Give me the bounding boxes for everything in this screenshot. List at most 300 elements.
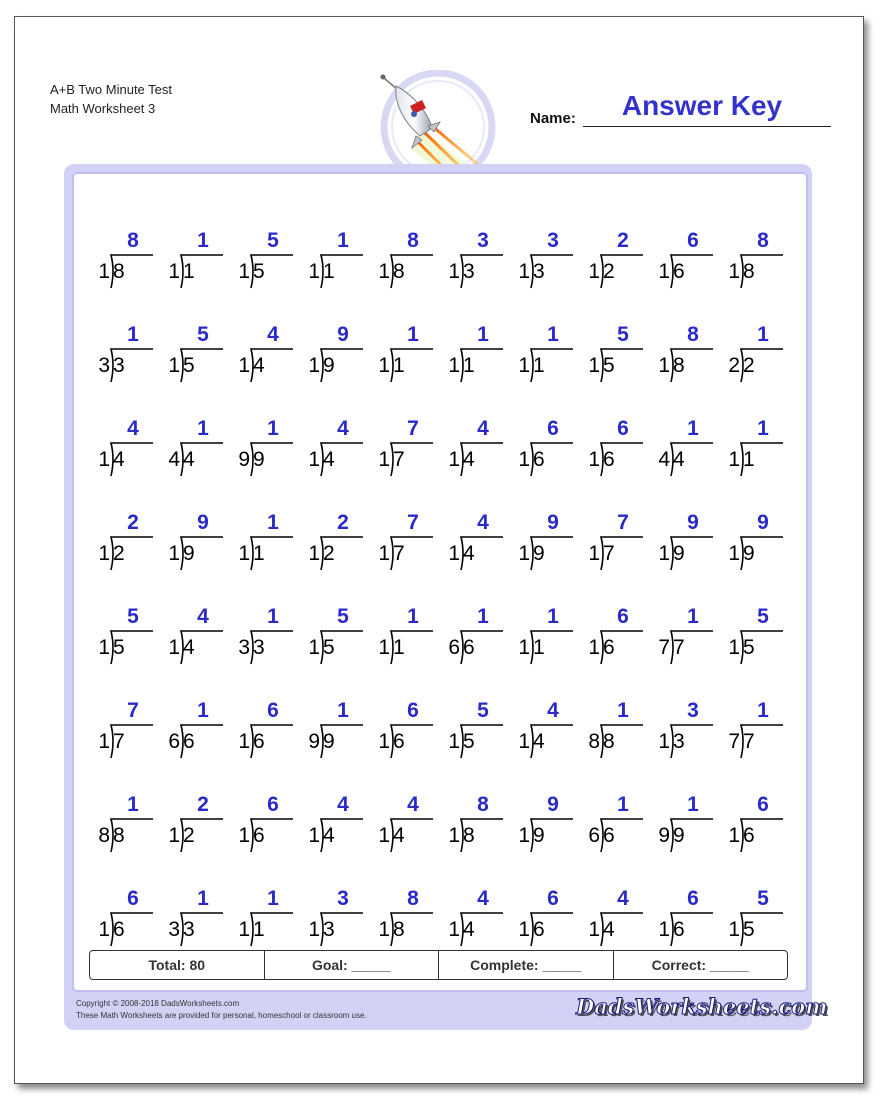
- division-problem: [294, 322, 364, 392]
- dividend: 5: [743, 636, 755, 659]
- division-problem: [714, 510, 784, 580]
- divisor: 1: [588, 448, 600, 471]
- division-problem: [574, 416, 644, 486]
- dividend: 6: [603, 636, 615, 659]
- dividend: 6: [393, 730, 405, 753]
- dividend: 9: [323, 354, 335, 377]
- dividend: 4: [393, 824, 405, 847]
- dividend: 8: [113, 824, 125, 847]
- quotient-answer: 2: [617, 229, 629, 252]
- divisor: 1: [658, 354, 670, 377]
- division-problem: [154, 416, 224, 486]
- dividend: 6: [253, 824, 265, 847]
- quotient-answer: 7: [407, 417, 419, 440]
- division-problem: [224, 416, 294, 486]
- dividend: 5: [183, 354, 195, 377]
- dividend: 4: [323, 448, 335, 471]
- division-problem: [714, 604, 784, 674]
- divisor: 1: [168, 824, 180, 847]
- divisor: 1: [518, 448, 530, 471]
- dividend: 9: [183, 542, 195, 565]
- dividend: 6: [603, 824, 615, 847]
- quotient-answer: 1: [477, 323, 489, 346]
- division-problem: [224, 886, 294, 956]
- dividend: 3: [463, 260, 475, 283]
- divisor: 9: [658, 824, 670, 847]
- divisor: 4: [168, 448, 180, 471]
- division-problem: [574, 792, 644, 862]
- divisor: 1: [518, 918, 530, 941]
- divisor: 1: [518, 542, 530, 565]
- division-problem: [294, 698, 364, 768]
- divisor: 1: [448, 730, 460, 753]
- dividend: 8: [463, 824, 475, 847]
- dividend: 6: [463, 636, 475, 659]
- quotient-answer: 6: [687, 229, 699, 252]
- answer-key-text: Answer Key: [621, 90, 783, 121]
- division-problem: [154, 886, 224, 956]
- dividend: 8: [673, 354, 685, 377]
- quotient-answer: 6: [267, 699, 279, 722]
- divisor: 1: [448, 260, 460, 283]
- dividend: 9: [533, 824, 545, 847]
- divisor: 1: [658, 260, 670, 283]
- dividend: 8: [113, 260, 125, 283]
- dividend: 2: [603, 260, 615, 283]
- dividend: 4: [183, 636, 195, 659]
- division-problem: [504, 886, 574, 956]
- dividend: 3: [323, 918, 335, 941]
- dividend: 9: [323, 730, 335, 753]
- divisor: 1: [588, 260, 600, 283]
- dividend: 4: [463, 542, 475, 565]
- score-summary: [89, 950, 788, 980]
- divisor: 1: [378, 636, 390, 659]
- quotient-answer: 9: [547, 511, 559, 534]
- division-problem: [714, 792, 784, 862]
- division-problem: [294, 228, 364, 298]
- division-problem: [224, 510, 294, 580]
- divisor: 1: [448, 824, 460, 847]
- division-problem: [434, 792, 504, 862]
- divisor: 1: [448, 448, 460, 471]
- divisor: 1: [588, 918, 600, 941]
- division-problem: [644, 416, 714, 486]
- dividend: 1: [253, 918, 265, 941]
- dividend: 5: [253, 260, 265, 283]
- divisor: 1: [588, 542, 600, 565]
- quotient-answer: 1: [197, 699, 209, 722]
- dividend: 1: [393, 354, 405, 377]
- division-problem: [294, 604, 364, 674]
- dividend: 5: [603, 354, 615, 377]
- quotient-answer: 5: [477, 699, 489, 722]
- goal-field: Goal: _____: [265, 951, 440, 979]
- quotient-answer: 7: [407, 511, 419, 534]
- dividend: 7: [673, 636, 685, 659]
- quotient-answer: 1: [407, 323, 419, 346]
- divisor: 1: [168, 354, 180, 377]
- divisor: 1: [98, 730, 110, 753]
- quotient-answer: 6: [757, 793, 769, 816]
- division-problem: [294, 416, 364, 486]
- quotient-answer: 8: [687, 323, 699, 346]
- divisor: 1: [238, 730, 250, 753]
- division-problem: [574, 510, 644, 580]
- quotient-answer: 4: [197, 605, 209, 628]
- divisor: 1: [98, 636, 110, 659]
- division-problem: [574, 604, 644, 674]
- quotient-answer: 4: [267, 323, 279, 346]
- quotient-answer: 1: [197, 417, 209, 440]
- quotient-answer: 1: [127, 323, 139, 346]
- quotient-answer: 6: [617, 417, 629, 440]
- dividend: 2: [743, 354, 755, 377]
- divisor: 1: [238, 260, 250, 283]
- divisor: 1: [728, 448, 740, 471]
- division-problem: [84, 792, 154, 862]
- dividend: 5: [743, 918, 755, 941]
- divisor: 1: [238, 918, 250, 941]
- division-problem: [84, 698, 154, 768]
- quotient-answer: 5: [267, 229, 279, 252]
- quotient-answer: 3: [687, 699, 699, 722]
- division-problem: [364, 698, 434, 768]
- division-problem: [294, 792, 364, 862]
- division-problem: [714, 416, 784, 486]
- division-problem: [574, 698, 644, 768]
- quotient-answer: 3: [477, 229, 489, 252]
- divisor: 6: [588, 824, 600, 847]
- division-problem: [84, 604, 154, 674]
- division-problem: [504, 228, 574, 298]
- division-problem: [434, 886, 504, 956]
- dividend: 7: [603, 542, 615, 565]
- division-problem: [714, 322, 784, 392]
- quotient-answer: 2: [127, 511, 139, 534]
- dividend: 7: [393, 542, 405, 565]
- dividend: 4: [463, 918, 475, 941]
- divisor: 1: [308, 824, 320, 847]
- quotient-answer: 1: [267, 605, 279, 628]
- brand-logo: DadsWorksheets.com: [576, 994, 828, 1019]
- divisor: 1: [308, 260, 320, 283]
- division-problem: [574, 886, 644, 956]
- division-problem: [224, 322, 294, 392]
- dividend: 1: [253, 542, 265, 565]
- dividend: 6: [673, 260, 685, 283]
- division-problem: [224, 792, 294, 862]
- divisor: 1: [98, 260, 110, 283]
- divisor: 1: [448, 918, 460, 941]
- quotient-answer: 7: [617, 511, 629, 534]
- divisor: 6: [448, 636, 460, 659]
- quotient-answer: 4: [617, 887, 629, 910]
- divisor: 1: [728, 636, 740, 659]
- total-count: Total: 80: [90, 951, 265, 979]
- quotient-answer: 8: [407, 887, 419, 910]
- division-problem: [154, 228, 224, 298]
- quotient-answer: 4: [337, 793, 349, 816]
- quotient-answer: 1: [197, 229, 209, 252]
- dividend: 9: [253, 448, 265, 471]
- dividend: 8: [393, 918, 405, 941]
- quotient-answer: 1: [197, 887, 209, 910]
- division-problem: [364, 322, 434, 392]
- quotient-answer: 6: [407, 699, 419, 722]
- divisor: 1: [238, 354, 250, 377]
- division-problem: [154, 792, 224, 862]
- division-problem: [644, 698, 714, 768]
- divisor: 1: [658, 730, 670, 753]
- title-line-1: A+B Two Minute Test: [50, 82, 173, 97]
- quotient-answer: 1: [687, 793, 699, 816]
- quotient-answer: 5: [757, 887, 769, 910]
- dividend: 6: [533, 918, 545, 941]
- division-problem: [504, 416, 574, 486]
- division-problem: [364, 228, 434, 298]
- division-problem: [224, 698, 294, 768]
- quotient-answer: 1: [337, 699, 349, 722]
- quotient-answer: 5: [197, 323, 209, 346]
- division-problem: [574, 228, 644, 298]
- quotient-answer: 8: [407, 229, 419, 252]
- dividend: 2: [183, 824, 195, 847]
- division-problem: [364, 886, 434, 956]
- divisor: 4: [658, 448, 670, 471]
- dividend: 4: [673, 448, 685, 471]
- divisor: 1: [518, 260, 530, 283]
- division-problem: [434, 604, 504, 674]
- dividend: 1: [393, 636, 405, 659]
- quotient-answer: 2: [337, 511, 349, 534]
- divisor: 1: [518, 824, 530, 847]
- quotient-answer: 1: [617, 793, 629, 816]
- quotient-answer: 7: [127, 699, 139, 722]
- division-problem: [714, 228, 784, 298]
- copyright: Copyright © 2008-2018 DadsWorksheets.com: [76, 999, 240, 1008]
- divisor: 1: [658, 918, 670, 941]
- quotient-answer: 1: [267, 887, 279, 910]
- division-problem: [644, 228, 714, 298]
- division-problem: [84, 886, 154, 956]
- divisor: 1: [728, 260, 740, 283]
- divisor: 1: [98, 542, 110, 565]
- division-problem: [154, 698, 224, 768]
- quotient-answer: 1: [337, 229, 349, 252]
- quotient-answer: 1: [127, 793, 139, 816]
- divisor: 9: [238, 448, 250, 471]
- divisor: 1: [98, 448, 110, 471]
- quotient-answer: 9: [197, 511, 209, 534]
- divisor: 1: [588, 636, 600, 659]
- dividend: 9: [533, 542, 545, 565]
- footer-text: [76, 998, 367, 1022]
- division-problem: [364, 416, 434, 486]
- quotient-answer: 1: [267, 417, 279, 440]
- quotient-answer: 4: [477, 417, 489, 440]
- dividend: 3: [533, 260, 545, 283]
- division-problem: [224, 604, 294, 674]
- name-label: Name:: [530, 110, 576, 127]
- divisor: 1: [168, 542, 180, 565]
- division-problem: [364, 604, 434, 674]
- quotient-answer: 1: [757, 323, 769, 346]
- division-problem: [714, 886, 784, 956]
- divisor: 9: [308, 730, 320, 753]
- divisor: 1: [728, 542, 740, 565]
- quotient-answer: 4: [337, 417, 349, 440]
- divisor: 7: [728, 730, 740, 753]
- quotient-answer: 9: [547, 793, 559, 816]
- divisor: 1: [98, 918, 110, 941]
- divisor: 1: [238, 542, 250, 565]
- divisor: 1: [308, 636, 320, 659]
- divisor: 1: [308, 354, 320, 377]
- divisor: 1: [378, 918, 390, 941]
- quotient-answer: 5: [757, 605, 769, 628]
- dividend: 1: [533, 354, 545, 377]
- divisor: 1: [588, 354, 600, 377]
- division-problem: [644, 604, 714, 674]
- dividend: 1: [463, 354, 475, 377]
- divisor: 1: [378, 542, 390, 565]
- divisor: 8: [98, 824, 110, 847]
- quotient-answer: 3: [337, 887, 349, 910]
- dividend: 1: [533, 636, 545, 659]
- quotient-answer: 4: [477, 511, 489, 534]
- dividend: 3: [253, 636, 265, 659]
- division-problem: [714, 698, 784, 768]
- dividend: 1: [323, 260, 335, 283]
- quotient-answer: 1: [757, 699, 769, 722]
- divisor: 1: [238, 824, 250, 847]
- division-problem: [434, 510, 504, 580]
- division-problem: [434, 416, 504, 486]
- divisor: 3: [238, 636, 250, 659]
- division-problem: [574, 322, 644, 392]
- divisor: 8: [588, 730, 600, 753]
- division-problem: [294, 886, 364, 956]
- quotient-answer: 1: [687, 417, 699, 440]
- quotient-answer: 6: [267, 793, 279, 816]
- division-problem: [644, 322, 714, 392]
- division-problem: [154, 510, 224, 580]
- division-problem: [294, 510, 364, 580]
- division-problem: [504, 604, 574, 674]
- divisor: 1: [448, 354, 460, 377]
- divisor: 3: [98, 354, 110, 377]
- dividend: 2: [113, 542, 125, 565]
- division-problem: [644, 886, 714, 956]
- divisor: 1: [518, 730, 530, 753]
- division-problem: [504, 698, 574, 768]
- dividend: 3: [673, 730, 685, 753]
- dividend: 6: [673, 918, 685, 941]
- divisor: 6: [168, 730, 180, 753]
- division-problem: [84, 322, 154, 392]
- dividend: 6: [253, 730, 265, 753]
- division-problem: [434, 322, 504, 392]
- division-problem: [154, 604, 224, 674]
- divisor: 1: [308, 448, 320, 471]
- division-problem: [434, 698, 504, 768]
- divisor: 1: [518, 636, 530, 659]
- dividend: 4: [533, 730, 545, 753]
- quotient-answer: 1: [687, 605, 699, 628]
- division-problem: [504, 322, 574, 392]
- dividend: 9: [673, 542, 685, 565]
- dividend: 4: [183, 448, 195, 471]
- quotient-answer: 1: [477, 605, 489, 628]
- dividend: 6: [743, 824, 755, 847]
- quotient-answer: 9: [687, 511, 699, 534]
- division-problem: [644, 510, 714, 580]
- quotient-answer: 1: [617, 699, 629, 722]
- quotient-answer: 6: [547, 417, 559, 440]
- dividend: 9: [743, 542, 755, 565]
- quotient-answer: 5: [617, 323, 629, 346]
- quotient-answer: 4: [547, 699, 559, 722]
- divisor: 1: [308, 542, 320, 565]
- title-line-2: Math Worksheet 3: [50, 101, 156, 116]
- division-problem: [504, 510, 574, 580]
- division-problem: [224, 228, 294, 298]
- dividend: 8: [393, 260, 405, 283]
- division-problem: [84, 416, 154, 486]
- dividend: 6: [183, 730, 195, 753]
- division-problem: [364, 792, 434, 862]
- dividend: 7: [393, 448, 405, 471]
- dividend: 1: [183, 260, 195, 283]
- quotient-answer: 8: [477, 793, 489, 816]
- quotient-answer: 6: [617, 605, 629, 628]
- divisor: 1: [728, 918, 740, 941]
- dividend: 6: [533, 448, 545, 471]
- complete-field: Complete: _____: [439, 951, 614, 979]
- dividend: 7: [743, 730, 755, 753]
- quotient-answer: 6: [547, 887, 559, 910]
- divisor: 1: [378, 730, 390, 753]
- divisor: 1: [308, 918, 320, 941]
- quotient-answer: 1: [757, 417, 769, 440]
- dividend: 1: [743, 448, 755, 471]
- quotient-answer: 5: [337, 605, 349, 628]
- dividend: 6: [603, 448, 615, 471]
- division-problem: [84, 228, 154, 298]
- quotient-answer: 6: [127, 887, 139, 910]
- quotient-answer: 4: [127, 417, 139, 440]
- divisor: 2: [728, 354, 740, 377]
- divisor: 1: [518, 354, 530, 377]
- worksheet-title: [50, 80, 172, 118]
- dividend: 5: [113, 636, 125, 659]
- division-problem: [84, 510, 154, 580]
- quotient-answer: 2: [197, 793, 209, 816]
- divisor: 7: [658, 636, 670, 659]
- divisor: 1: [378, 260, 390, 283]
- quotient-answer: 1: [407, 605, 419, 628]
- dividend: 7: [113, 730, 125, 753]
- division-problem: [434, 228, 504, 298]
- dividend: 4: [603, 918, 615, 941]
- division-problem: [644, 792, 714, 862]
- quotient-answer: 1: [547, 323, 559, 346]
- quotient-answer: 3: [547, 229, 559, 252]
- dividend: 2: [323, 542, 335, 565]
- dividend: 4: [253, 354, 265, 377]
- quotient-answer: 1: [267, 511, 279, 534]
